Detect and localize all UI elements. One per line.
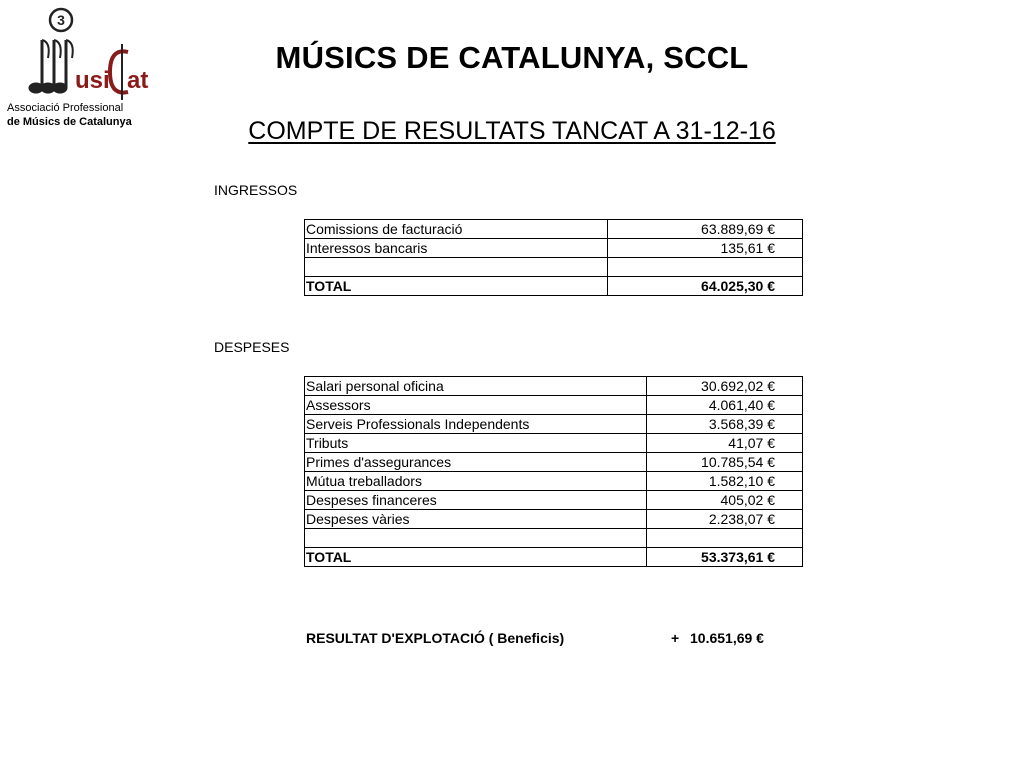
total-label: TOTAL — [305, 548, 647, 567]
concept-cell: Primes d'assegurances — [305, 453, 647, 472]
table-row — [305, 377, 803, 396]
table-row — [305, 239, 803, 258]
amount-cell: 4.061,40 € — [647, 396, 803, 415]
table-row — [305, 453, 803, 472]
logo-wordmark-right: at — [127, 67, 149, 94]
logo-subtitle-line2: de Músics de Catalunya — [7, 116, 132, 128]
result-value: 10.651,69 € — [690, 630, 764, 646]
org-title: MÚSICS DE CATALUNYA, SCCL — [275, 40, 749, 75]
despeses-label: DESPESES — [214, 339, 290, 355]
concept-cell: Serveis Professionals Independents — [305, 415, 647, 434]
logo-wordmark-left: usi — [75, 67, 110, 94]
amount-cell: 3.568,39 € — [647, 415, 803, 434]
total-label: TOTAL — [305, 277, 608, 296]
concept-cell — [305, 258, 608, 277]
amount-cell — [647, 529, 803, 548]
total-row — [305, 277, 803, 296]
total-amount: 64.025,30 € — [607, 277, 802, 296]
concept-cell: Despeses vàries — [305, 510, 647, 529]
concept-cell: Tributs — [305, 434, 647, 453]
table-row — [305, 472, 803, 491]
amount-cell: 1.582,10 € — [647, 472, 803, 491]
amount-cell: 63.889,69 € — [607, 220, 802, 239]
ingressos-label: INGRESSOS — [214, 182, 298, 198]
concept-cell: Assessors — [305, 396, 647, 415]
table-row — [305, 434, 803, 453]
amount-cell — [607, 258, 802, 277]
ingressos-table — [304, 219, 803, 296]
report-title: COMPTE DE RESULTATS TANCAT A 31-12-16 — [248, 117, 776, 145]
result-label: RESULTAT D'EXPLOTACIÓ ( Beneficis) — [306, 630, 565, 646]
concept-cell: Interessos bancaris — [305, 239, 608, 258]
amount-cell: 2.238,07 € — [647, 510, 803, 529]
total-amount: 53.373,61 € — [647, 548, 803, 567]
despeses-table — [304, 376, 803, 567]
total-row — [305, 548, 803, 567]
amount-cell: 135,61 € — [607, 239, 802, 258]
table-row — [305, 510, 803, 529]
concept-cell: Mútua treballadors — [305, 472, 647, 491]
concept-cell: Despeses financeres — [305, 491, 647, 510]
table-row — [305, 220, 803, 239]
amount-cell: 30.692,02 € — [647, 377, 803, 396]
logo-subtitle-line1: Associació Professional — [7, 102, 124, 114]
concept-cell — [305, 529, 647, 548]
amount-cell: 41,07 € — [647, 434, 803, 453]
table-row — [305, 258, 803, 277]
result-sign: + — [671, 630, 680, 646]
concept-cell: Comissions de facturació — [305, 220, 608, 239]
table-row — [305, 491, 803, 510]
table-row — [305, 415, 803, 434]
logo-badge-number: 3 — [57, 12, 65, 28]
concept-cell: Salari personal oficina — [305, 377, 647, 396]
table-row — [305, 529, 803, 548]
table-row — [305, 396, 803, 415]
amount-cell: 405,02 € — [647, 491, 803, 510]
amount-cell: 10.785,54 € — [647, 453, 803, 472]
